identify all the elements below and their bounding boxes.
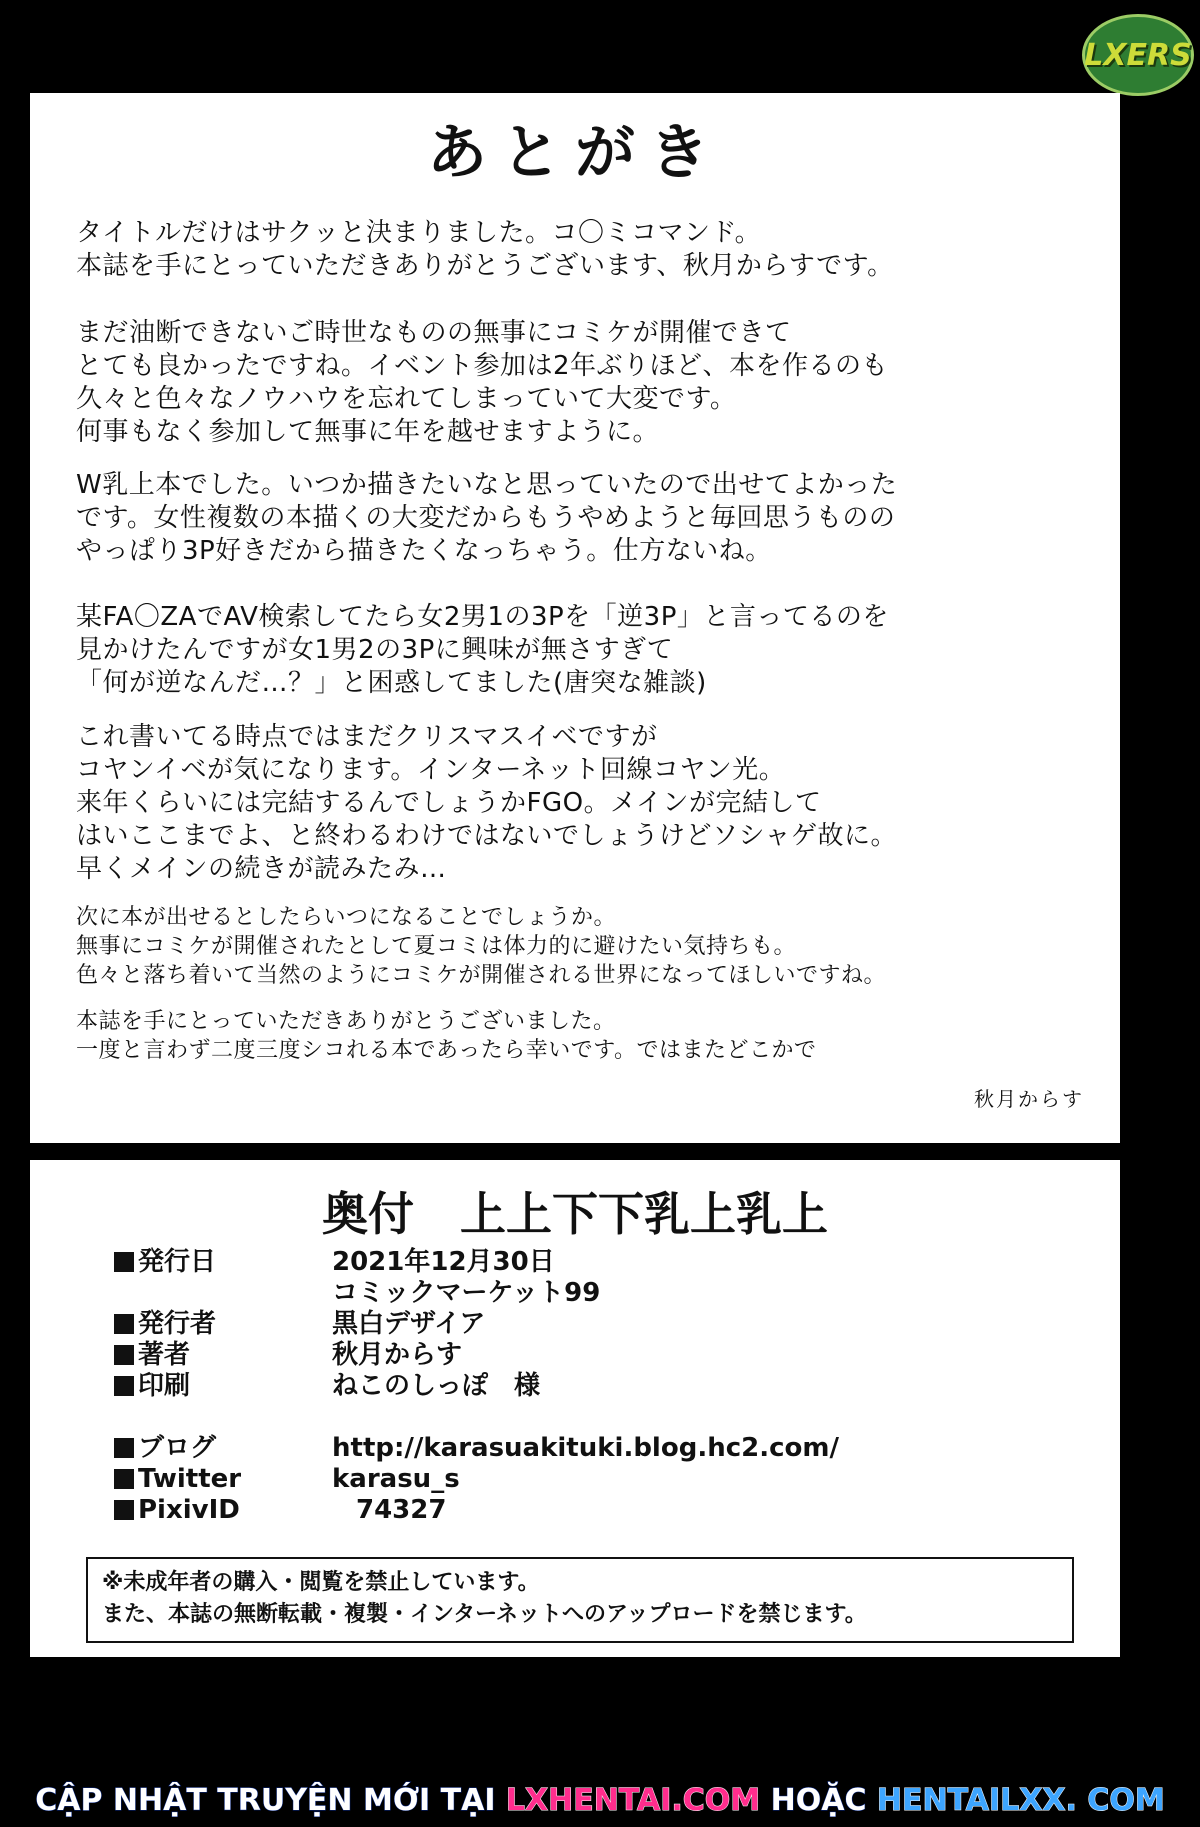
watermark-logo-text: LXERS xyxy=(1084,37,1192,73)
info-value-event: コミックマーケット99 xyxy=(332,1278,601,1308)
footer-banner xyxy=(0,1775,1200,1827)
afterword-paragraph xyxy=(76,1007,1100,1065)
info-value-twitter: karasu_s xyxy=(332,1464,460,1494)
text-line: 見かけたんですが女1男2の3Pに興味が無さすぎて xyxy=(76,635,674,665)
info-label-blog: ブログ xyxy=(114,1432,216,1464)
text-line: 本誌を手にとっていただきありがとうございました。 xyxy=(76,1009,616,1034)
text-line: これ書いてる時点ではまだクリスマスイベですが xyxy=(76,722,658,752)
author-signature: 秋月からす xyxy=(974,1087,1084,1111)
legal-notice-box xyxy=(86,1557,1074,1643)
text-line: 次に本が出せるとしたらいつになることでしょうか。 xyxy=(76,905,617,930)
afterword-paragraph xyxy=(76,601,1100,700)
text-line: 久々と色々なノウハウを忘れてしまっていて大変です。 xyxy=(76,384,737,414)
afterword-paragraph xyxy=(76,903,1100,990)
afterword-paragraph xyxy=(76,317,1100,449)
text-line: 色々と落ち着いて当然のようにコミケが開催される世界になってほしいですね。 xyxy=(76,963,887,988)
afterword-title: あとがき xyxy=(427,118,723,188)
info-value-publish-date: 2021年12月30日 xyxy=(332,1247,555,1277)
banner-text: HOẶC xyxy=(760,1783,877,1818)
text-line: 一度と言わず二度三度シコれる本であったら幸いです。ではまたどこかで xyxy=(76,1038,817,1063)
info-value-publisher: 黒白デザイア xyxy=(332,1309,486,1339)
text-line: 無事にコミケが開催されたとして夏コミは体力的に避けたい気持ちも。 xyxy=(76,934,797,959)
text-line: 何事もなく参加して無事に年を越せますように。 xyxy=(76,417,660,447)
notice-line: また、本誌の無断転載・複製・インターネットへのアップロードを禁じます。 xyxy=(102,1602,867,1627)
info-label-twitter: Twitter xyxy=(114,1463,241,1495)
info-value-printer: ねこのしっぽ 様 xyxy=(332,1371,541,1401)
info-label-author: 著者 xyxy=(114,1339,190,1371)
colophon-panel xyxy=(30,1160,1120,1657)
text-line: 某FA〇ZAでAV検索してたら女2男1の3Pを「逆3P」と言ってるのを xyxy=(76,602,889,632)
text-line: W乳上本でした。いつか描きたいなと思っていたので出せてよかった xyxy=(76,470,898,500)
bullet-square-icon xyxy=(114,1314,134,1334)
bullet-square-icon xyxy=(114,1469,134,1489)
text-line: はいここまでよ、と終わるわけではないでしょうけどソシャゲ故に。 xyxy=(76,821,897,851)
text-line: コヤンイベが気になります。インターネット回線コヤン光。 xyxy=(76,755,786,785)
info-value-pixiv: 74327 xyxy=(356,1495,447,1525)
blog-url-link[interactable]: http://karasuakituki.blog.hc2.com/ xyxy=(332,1433,839,1463)
text-line: まだ油断できないご時世なものの無事にコミケが開催できて xyxy=(76,318,792,348)
afterword-paragraph xyxy=(76,469,1100,568)
afterword-paragraph xyxy=(76,721,1100,886)
info-label-printer: 印刷 xyxy=(114,1370,190,1402)
notice-line: ※未成年者の購入・閲覧を禁止しています。 xyxy=(102,1570,540,1595)
afterword-paragraph xyxy=(76,217,1100,283)
watermark-logo xyxy=(1082,14,1194,96)
bullet-square-icon xyxy=(114,1252,134,1272)
colophon-title: 奥付 上上下下乳上乳上 xyxy=(322,1187,828,1241)
bullet-square-icon xyxy=(114,1376,134,1396)
info-label-pixiv: PixivID xyxy=(114,1494,240,1526)
text-line: 本誌を手にとっていただきありがとうございます、秋月からすです。 xyxy=(76,251,894,281)
banner-text: CẬP NHẬT TRUYỆN MỚI TẠI xyxy=(35,1783,506,1818)
info-label-publish-date: 発行日 xyxy=(114,1246,216,1278)
text-line: 「何が逆なんだ…？」と困惑してました(唐突な雑談) xyxy=(76,668,707,698)
text-line: とても良かったですね。イベント参加は2年ぶりほど、本を作るのも xyxy=(76,351,889,381)
banner-link-primary[interactable]: LXHENTAI.COM xyxy=(505,1783,761,1818)
bullet-square-icon xyxy=(114,1500,134,1520)
text-line: タイトルだけはサクッと決まりました。コ〇ミコマンド。 xyxy=(76,218,762,248)
info-value-author: 秋月からす xyxy=(332,1340,463,1370)
text-line: 来年くらいには完結するんでしょうかFGO。メインが完結して xyxy=(76,788,822,818)
text-line: 早くメインの続きが読みたみ… xyxy=(76,854,447,884)
text-line: やっぱり3P好きだから描きたくなっちゃう。仕方ないね。 xyxy=(76,536,772,566)
info-label-publisher: 発行者 xyxy=(114,1308,216,1340)
banner-link-secondary[interactable]: HENTAILXX. COM xyxy=(876,1783,1165,1818)
bullet-square-icon xyxy=(114,1345,134,1365)
text-line: です。女性複数の本描くの大変だからもうやめようと毎回思うものの xyxy=(76,503,896,533)
bullet-square-icon xyxy=(114,1438,134,1458)
afterword-panel xyxy=(30,93,1120,1143)
